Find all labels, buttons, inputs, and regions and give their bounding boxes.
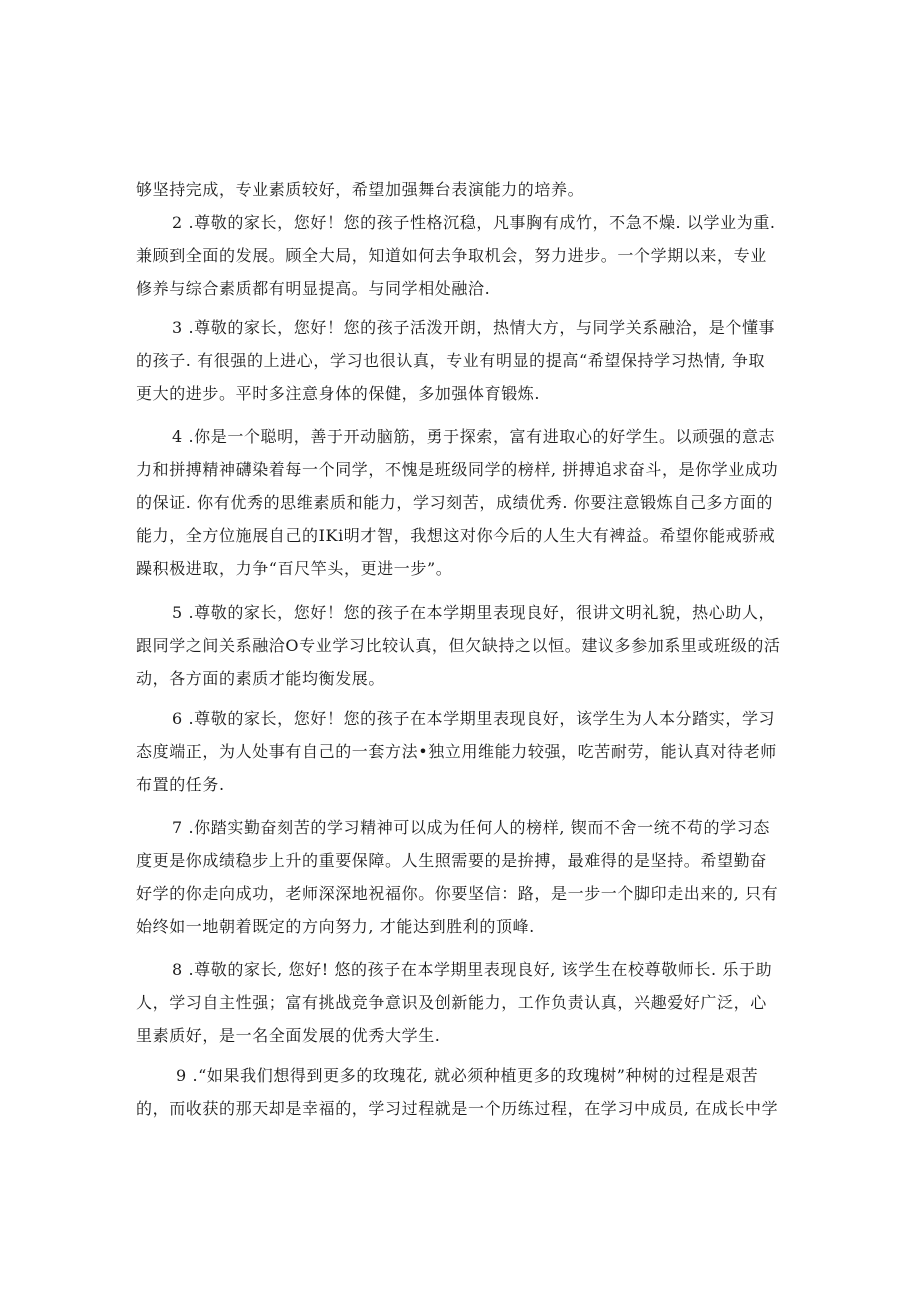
paragraph-line: 7 .你踏实勤奋刻苦的学习精神可以成为任何人的榜样, 锲而不舍一统不苟的学习态 xyxy=(172,818,770,837)
paragraph-line: 兼顾到全面的发展。顾全大局，知道如何去争取机会，努力进步。一个学期以来，专业 xyxy=(136,246,767,265)
paragraph-line: 的，而收获的那天却是幸福的，学习过程就是一个历练过程，在学习中成员, 在成长中学 xyxy=(136,1099,779,1118)
paragraph-line: 5 .尊敬的家长，您好！您的孩子在本学期里表现良好，很讲文明礼貌，热心助人， xyxy=(172,603,776,622)
paragraph-line: 力和拼搏精神礴染着每一个同学，不愧是班级同学的榜样, 拼搏追求奋斗，是你学业成功 xyxy=(136,460,779,479)
paragraph-3 xyxy=(136,311,788,410)
paragraph-line: 够坚持完成，专业素质较好，希望加强舞台表演能力的培养。 xyxy=(136,180,585,199)
paragraph-6 xyxy=(136,702,788,801)
paragraph-line: 的孩子. 有很强的上进心，学习也很认真，专业有明显的提高“希望保持学习热情, 争取 xyxy=(136,351,766,370)
paragraph-line: 6 .尊敬的家长，您好！您的孩子在本学期里表现良好，该学生为人本分踏实，学习 xyxy=(172,709,776,728)
paragraph-4 xyxy=(136,420,788,585)
paragraph-line: 3 .尊敬的家长，您好！您的孩子活泼开朗，热情大方，与同学关系融洽，是个懂事 xyxy=(172,318,776,337)
paragraph-line: 4 .你是一个聪明，善于开动脑筋，勇于探索，富有进取心的好学生。以顽强的意志 xyxy=(172,427,776,446)
paragraph-7 xyxy=(136,811,788,943)
paragraph-line: 更大的进步。平时多注意身体的保健，多加强体育锻炼. xyxy=(136,384,541,403)
paragraph-line: 好学的你走向成功，老师深深地祝福你。你要坚信：路，是一步一个脚印走出来的, 只有 xyxy=(136,884,779,903)
paragraph-line: 能力，全方位施展自己的IKi明才智，我想这对你今后的人生大有裨益。希望你能戒骄戒 xyxy=(136,526,776,545)
paragraph-line: 9 .“如果我们想得到更多的玫瑰花, 就必须种植更多的玫瑰树”种树的过程是艰苦 xyxy=(176,1066,759,1085)
paragraph-line: 修养与综合素质都有明显提高。与同学相处融洽. xyxy=(136,279,491,298)
paragraph-8 xyxy=(136,953,788,1052)
paragraph-1 xyxy=(136,173,788,206)
paragraph-line: 始终如一地朝着既定的方向努力, 才能达到胜利的顶峰. xyxy=(136,917,535,936)
paragraph-line: 态度端正，为人处事有自己的一套方法•独立用维能力较强，吃苦耐劳，能认真对待老师 xyxy=(136,742,777,761)
paragraph-9 xyxy=(136,1059,788,1125)
paragraph-line: 动，各方面的素质才能均衡发展。 xyxy=(136,669,386,688)
paragraph-line: 8 .尊敬的家长, 您好! 悠的孩子在本学期里表现良好, 该学生在校尊敬师长. 乐于助 xyxy=(172,960,773,979)
paragraph-line: 躁积极进取，力争“百尺竿头，更进一步”。 xyxy=(136,559,453,578)
paragraph-2 xyxy=(136,206,788,305)
paragraph-line: 度更是你成绩稳步上升的重要保障。人生照需要的是拚搏，最难得的是坚持。希望勤奋 xyxy=(136,851,767,870)
paragraph-line: 人，学习自主性强；富有挑战竞争意识及创新能力，工作负责认真，兴趣爱好广泛，心 xyxy=(136,993,767,1012)
paragraph-line: 布置的任务. xyxy=(136,775,225,794)
paragraph-line: 的保证. 你有优秀的思维素质和能力，学习刻苦，成绩优秀. 你要注意锻炼自己多方面的 xyxy=(136,493,773,512)
paragraph-line: 2 .尊敬的家长，您好！您的孩子性格沉稳，凡事胸有成竹，不急不燥. 以学业为重. xyxy=(172,213,776,232)
paragraph-5 xyxy=(136,596,788,695)
paragraph-line: 里素质好，是一名全面发展的优秀大学生. xyxy=(136,1026,441,1045)
paragraph-line: 跟同学之间关系融洽O专业学习比较认真，但欠缺持之以恒。建议多参加系里或班级的活 xyxy=(136,636,781,655)
